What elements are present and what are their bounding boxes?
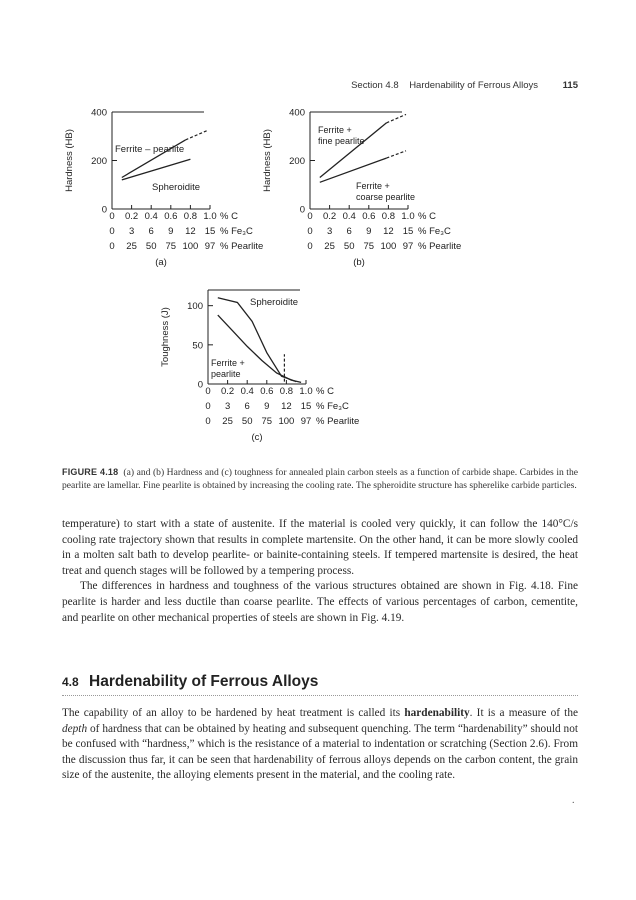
section-number: 4.8: [62, 675, 79, 689]
chart-b-y-tick-label: 200: [289, 156, 305, 167]
body-paragraph-1: temperature) to start with a state of austenite. If the material is cooled very quickly, it can follow the 140°C/s cooling rate trajectory shown that results in complete martensite. On the other hand, it can be more slowly cooled in a molten salt bath to develop pearlite- or bainite-containing steels. If tempered martensite is desired, the heat treat and quench stages will be followed by a tempering process.: [62, 518, 578, 577]
chart-a-x-row-unit: % Pearlite: [220, 241, 264, 252]
text-run: of hardness that can be obtained by heating and subsequent quenching. The term “hardenability” should not be confused with “hardness,” which is the resistance of a material to indentation or scratching (Section 2.6). From the discussion thus far, it can be seen that hardenability of ferrous alloys depends on the carbon content, the grain size of the austenite, the alloying elements present in the material, and the cooling rate.: [62, 722, 578, 782]
chart-c-x-row-value: 25: [222, 416, 233, 427]
chart-a-series-dashed: [186, 130, 209, 140]
chart-b-x-tick-label: 0.8: [381, 211, 396, 222]
chart-a-x-row-value: 0: [109, 226, 115, 237]
chart-c-series-label: pearlite: [211, 369, 241, 379]
chart-a-series-line: [122, 159, 191, 180]
text-run: The capability of an alloy to be hardened by heat treatment is called its: [62, 707, 405, 719]
body-paragraphs: [62, 517, 578, 626]
chart-a-x-row-value: 97: [204, 241, 216, 252]
caption-label: FIGURE 4.18: [62, 467, 119, 477]
chart-a-x-tick-label: 0.4: [144, 211, 158, 222]
chart-b-panel-label: (b): [353, 257, 365, 268]
chart-b-x-row-value: 97: [402, 241, 414, 252]
chart-b-x-unit: % C: [418, 211, 436, 222]
chart-b-x-row-value: 50: [343, 241, 355, 252]
chart-b-x-row-value: 100: [380, 241, 397, 252]
chart-b-x-row-value: 0: [307, 226, 313, 237]
chart-c-x-tick-label: 0.4: [240, 386, 254, 397]
chart-a-y-tick-label: 0: [101, 204, 107, 216]
chart-a-x-row-value: 6: [148, 226, 154, 237]
chart-a-series-label: Spheroidite: [152, 182, 201, 193]
chart-a-y-tick-label: 200: [91, 156, 107, 167]
chart-a-panel-label: (a): [155, 257, 167, 268]
chart-b-y-axis-label: Hardness (HB): [262, 129, 273, 192]
chart-c-x-row-value: 3: [224, 401, 231, 412]
header-title: Hardenability of Ferrous Alloys: [409, 80, 539, 91]
chart-b-y-tick-label: 400: [289, 107, 305, 119]
chart-c-x-tick-label: 0: [205, 386, 211, 397]
section-heading: [62, 673, 578, 696]
chart-b-x-tick-label: 0.4: [342, 211, 356, 222]
chart-b-x-row-value: 12: [383, 226, 394, 237]
chart-a-x-row-value: 15: [204, 226, 216, 237]
chart-b-x-tick-label: 0.2: [322, 211, 337, 222]
chart-a-x-tick-label: 0.6: [164, 211, 178, 222]
header-section: Section 4.8: [351, 80, 399, 91]
section-title: Hardenability of Ferrous Alloys: [89, 673, 319, 690]
chart-c-x-tick-label: 1.0: [299, 386, 313, 397]
chart-c-x-unit: % C: [316, 386, 334, 397]
chart-a-x-row-value: 100: [182, 241, 199, 252]
chart-a-x-unit: % C: [220, 211, 238, 222]
chart-b-x-row-value: 75: [363, 241, 375, 252]
chart-c-panel-label: (c): [251, 432, 263, 443]
chart-b-x-row-value: 25: [324, 241, 335, 252]
chart-c-x-row-value: 100: [278, 416, 295, 427]
chart-a-x-row-unit: % Fe₃C: [220, 226, 253, 237]
chart-c-x-row-unit: % Pearlite: [316, 416, 360, 427]
body-paragraph-2: The differences in hardness and toughness of the various structures obtained are shown in Fig. 4.18. Fine pearlite is harder and less ductile than coarse pearlite. The effects of various percentages of carbon, cementite, and pearlite on other mechanical properties of steels are shown in Fig. 4.19.: [62, 580, 578, 624]
chart-b-x-row-unit: % Fe₃C: [418, 226, 451, 237]
chart-b-x-row-value: 3: [326, 226, 333, 237]
page-mark: .: [572, 795, 575, 806]
emphasis-depth: depth: [62, 722, 88, 735]
chart-c-x-row-value: 15: [300, 401, 312, 412]
chart-c-y-tick-label: 100: [187, 301, 203, 313]
chart-a-x-tick-label: 1.0: [203, 211, 217, 222]
chart-c-series-label: Spheroidite: [250, 297, 299, 308]
chart-c-x-row-unit: % Fe₃C: [316, 401, 349, 412]
chart-a-x-row-value: 0: [109, 241, 115, 252]
chart-b-x-row-unit: % Pearlite: [418, 241, 462, 252]
chart-c-x-row-value: 6: [244, 401, 250, 412]
caption-text: (a) and (b) Hardness and (c) toughness for annealed plain carbon steels as a function of carbide shape. Carbides in the pearlite are lamellar. Fine pearlite is obtained by increasing the cooling rate. The spheroidite structure has spherelike carbide particles.: [62, 467, 579, 491]
chart-b-series-label: Ferrite +: [356, 181, 390, 191]
chart-a-series-label: Ferrite – pearlite: [115, 144, 185, 155]
section-paragraph-1: [62, 706, 578, 784]
chart-c-x-row-value: 97: [300, 416, 312, 427]
chart-b-x-row-value: 9: [366, 226, 372, 237]
chart-c-x-tick-label: 0.8: [279, 386, 294, 397]
chart-c-y-axis-label: Toughness (J): [160, 307, 171, 367]
chart-b-series-line: [320, 158, 387, 182]
chart-c-y-tick-label: 0: [197, 379, 203, 391]
section-body: [62, 706, 578, 784]
chart-c-x-row-value: 50: [241, 416, 253, 427]
chart-a-x-row-value: 50: [145, 241, 157, 252]
chart-b-series-label: Ferrite +: [318, 125, 352, 135]
chart-b-x-row-value: 15: [402, 226, 414, 237]
chart-b-x-tick-label: 1.0: [401, 211, 415, 222]
chart-b-x-row-value: 6: [346, 226, 352, 237]
chart-c-x-row-value: 12: [281, 401, 292, 412]
chart-a-x-row-value: 3: [128, 226, 135, 237]
text-run: . It is a measure of the: [469, 707, 578, 719]
chart-b-series-label: coarse pearlite: [356, 192, 416, 202]
chart-c-x-row-value: 0: [205, 416, 211, 427]
chart-c-x-tick-label: 0.6: [260, 386, 274, 397]
chart-a-x-row-value: 12: [185, 226, 196, 237]
chart-b-series-dashed: [386, 114, 406, 123]
term-hardenability: hardenability: [404, 707, 470, 719]
chart-b-x-row-value: 0: [307, 241, 313, 252]
chart-c-x-row-value: 0: [205, 401, 211, 412]
chart-b-series-dashed: [386, 151, 406, 158]
chart-a-x-row-value: 9: [168, 226, 174, 237]
chart-c-x-row-value: 75: [261, 416, 273, 427]
chart-b-series-label: fine pearlite: [318, 136, 365, 146]
chart-a-y-tick-label: 400: [91, 107, 107, 119]
chart-c-x-row-value: 9: [264, 401, 270, 412]
chart-a-x-row-value: 75: [165, 241, 177, 252]
chart-a-x-tick-label: 0: [109, 211, 115, 222]
chart-c-series-label: Ferrite +: [211, 358, 245, 368]
chart-a-x-row-value: 25: [126, 241, 137, 252]
chart-a-x-tick-label: 0.2: [124, 211, 139, 222]
chart-b-x-tick-label: 0: [307, 211, 313, 222]
chart-c-y-tick-label: 50: [192, 340, 203, 352]
chart-a-x-tick-label: 0.8: [183, 211, 198, 222]
chart-c-x-tick-label: 0.2: [220, 386, 235, 397]
figure-caption: [62, 466, 578, 492]
chart-b-y-tick-label: 0: [299, 204, 305, 216]
page-number: 115: [562, 80, 578, 91]
chart-b-x-tick-label: 0.6: [362, 211, 376, 222]
chart-a-y-axis-label: Hardness (HB): [64, 129, 75, 192]
